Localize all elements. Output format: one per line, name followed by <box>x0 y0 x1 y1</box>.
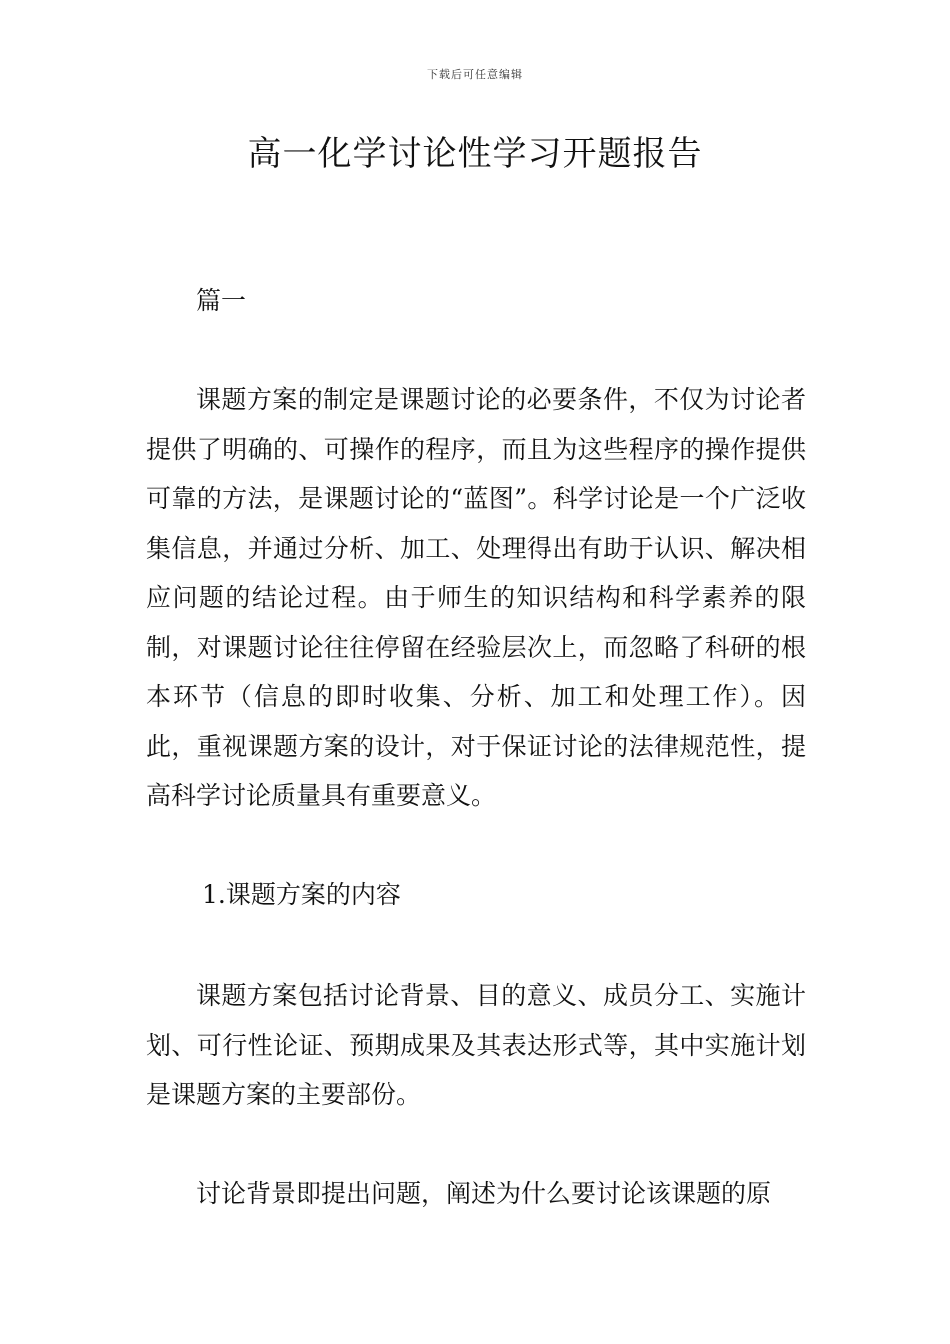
document-title: 高一化学讨论性学习开题报告 <box>247 134 703 174</box>
paragraph-1: 课题方案的制定是课题讨论的必要条件，不仅为讨论者提供了明确的、可操作的程序，而且为这些程序的操作提供可靠的方法，是课题讨论的“蓝图”。科学讨论是一个广泛收集信息，并通过分析、加工、处理得出有助于认识、解决相应问题的结论过程。由于师生的知识结构和科学素养的限制，对课题讨论往往停留在经验层次上，而忽略了科研的根本环节（信息的即时收集、分析、加工和处理工作）。因此，重视课题方案的设计，对于保证讨论的法律规范性，提高科学讨论质量具有重要意义。 <box>146 385 806 810</box>
section-heading-1: 1.课题方案的内容 <box>202 880 401 909</box>
paragraph-2: 课题方案包括讨论背景、目的意义、成员分工、实施计划、可行性论证、预期成果及其表达形式等，其中实施计划是课题方案的主要部份。 <box>146 981 806 1109</box>
part-label: 篇一 <box>196 286 247 315</box>
header-note: 下载后可任意编辑 <box>427 68 523 81</box>
paragraph-3: 讨论背景即提出问题，阐述为什么要讨论该课题的原 <box>196 1179 772 1208</box>
